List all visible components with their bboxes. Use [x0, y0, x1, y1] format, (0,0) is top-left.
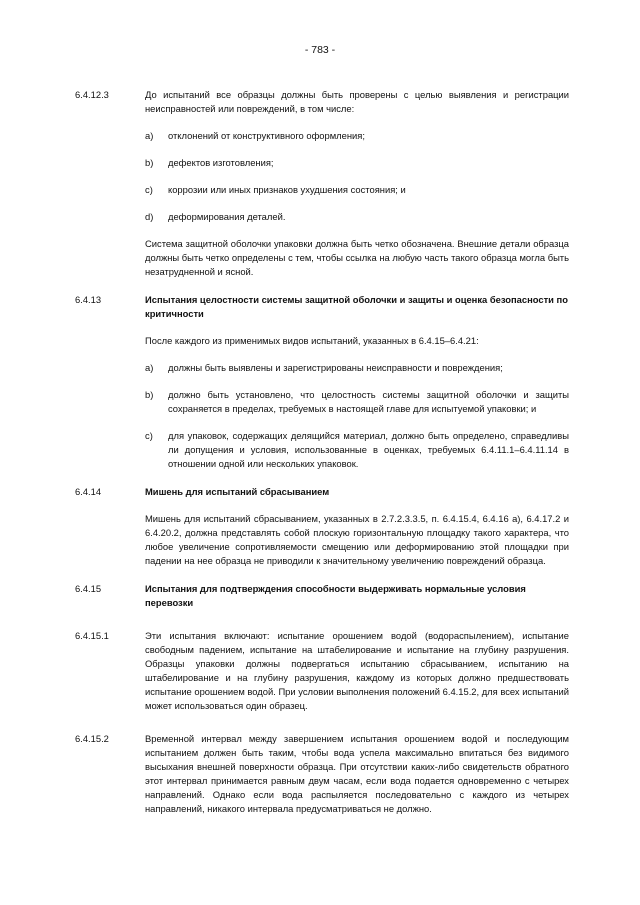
list-marker: a) — [145, 130, 154, 141]
section-6-4-15 — [75, 582, 569, 610]
list-marker: c) — [145, 184, 153, 195]
section-number: 6.4.15.2 — [75, 733, 109, 744]
list-text: должно быть установлено, что целостность системы защитной оболочки и защиты сохраняется в пределах, требуемых в настоящей главе для испытуемой упаковки; и — [168, 389, 569, 414]
list-text: коррозии или иных признаков ухудшения состояния; и — [168, 184, 406, 195]
list-item — [145, 183, 569, 197]
section-title: Испытания целостности системы защитной оболочки и защиты и оценка безопасности по критичности — [145, 294, 568, 319]
document-body — [75, 88, 569, 816]
section-number: 6.4.15 — [75, 583, 102, 594]
list-text: отклонений от конструктивного оформления; — [168, 130, 365, 141]
section-number: 6.4.12.3 — [75, 89, 109, 100]
page-number: - 783 - — [304, 44, 336, 56]
list-item — [145, 210, 569, 224]
section-title: Испытания для подтверждения способности выдерживать нормальные условия перевозки — [145, 583, 526, 608]
section-6-4-13 — [75, 293, 569, 471]
section-6-4-12-3 — [75, 88, 569, 279]
section-intro: До испытаний все образцы должны быть проверены с целью выявления и регистрации неисправностей или повреждений, в том числе: — [145, 89, 569, 114]
list-marker: a) — [145, 362, 154, 373]
section-number: 6.4.13 — [75, 294, 102, 305]
section-6-4-14 — [75, 485, 569, 568]
section-number: 6.4.15.1 — [75, 630, 109, 641]
section-text: Эти испытания включают: испытание орошением водой (водораспылением), испытание свободным падением, испытание на штабелирование и испытание на глубину разрушения. Образцы упаковки должны подвергаться испытанию сбрасыванием, испытанию на штабелирование и на глубину разрушения, каждому из которых должно предшествовать испытание орошением водой. При условии выполнения положений 6.4.15.2, для всех испытаний может использоваться один образец. — [145, 630, 569, 711]
list-item — [145, 361, 569, 375]
list-item — [145, 129, 569, 143]
section-text: Мишень для испытаний сбрасыванием, указанных в 2.7.2.3.3.5, п. 6.4.15.4, 6.4.16 a), 6.4.17.2 и 6.4.20.2, должна представлять собой плоскую горизонтальную площадку такого характера, что любое увеличение сопротивляемости смещению или деформированию этой площадки при падении на нее образца не приводили к значительному увеличению повреждений образца. — [145, 513, 569, 566]
section-title: Мишень для испытаний сбрасыванием — [145, 486, 330, 497]
section-text: Временной интервал между завершением испытания орошением водой и последующим испытанием должен быть таким, чтобы вода успела максимально впитаться без видимого высыхания внешней поверхности образца. При отсутствии каких-либо свидетельств обратного этот интервал принимается равным двум часам, если вода подается одновременно с четырех направлений. Однако если вода распыляется последовательно с каждого из четырех направлений, никакого интервала предусматриваться не должно. — [145, 733, 569, 814]
section-number: 6.4.14 — [75, 486, 102, 497]
list-marker: c) — [145, 430, 153, 441]
section-6-4-15-2 — [75, 732, 569, 816]
list-text: дефектов изготовления; — [168, 157, 274, 168]
list-item — [145, 388, 569, 416]
section-closing: Система защитной оболочки упаковки должна быть четко обозначена. Внешние детали образца должны быть четко определены с тем, чтобы ссылка на любую часть такого образца могла быть незатрудненной и ясной. — [145, 238, 569, 277]
list-marker: b) — [145, 389, 154, 400]
section-6-4-15-1 — [75, 629, 569, 713]
list-text: деформирования деталей. — [168, 211, 286, 222]
list-text: должны быть выявлены и зарегистрированы неисправности и повреждения; — [168, 362, 503, 373]
list-item — [145, 156, 569, 170]
section-intro: После каждого из применимых видов испытаний, указанных в 6.4.15–6.4.21: — [145, 335, 479, 346]
list-marker: d) — [145, 211, 154, 222]
list-text: для упаковок, содержащих делящийся материал, должно быть определено, справедливы ли допущения и условия, использованные в оценках, требуемых 6.4.11.1–6.4.11.14 в отношении одной или нескольких упаковок. — [168, 430, 569, 469]
list-item — [145, 429, 569, 471]
list-marker: b) — [145, 157, 154, 168]
